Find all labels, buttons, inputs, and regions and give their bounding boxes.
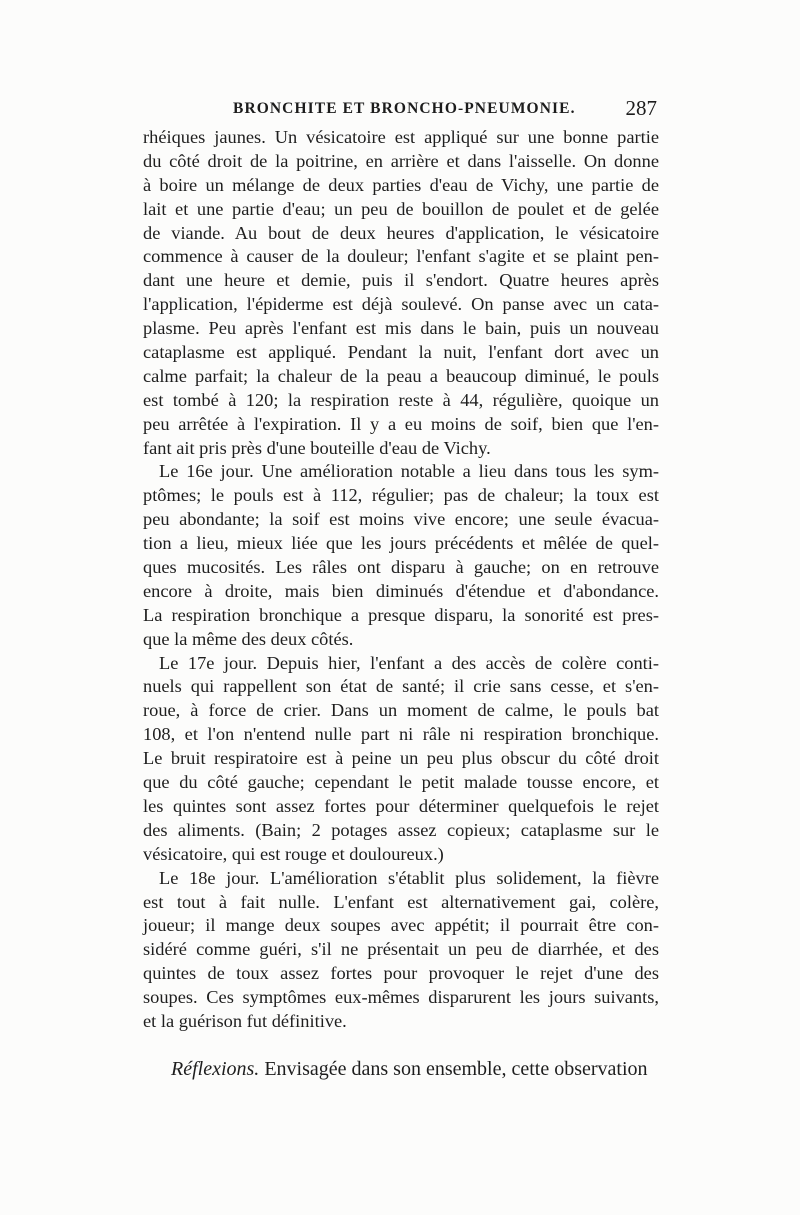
text-line: dant une heure et demie, puis il s'endort. Quatre heures après bbox=[143, 270, 659, 291]
text-line: calme parfait; la chaleur de la peau a beaucoup diminué, le pouls bbox=[143, 365, 659, 386]
text-line: que la même des deux côtés. bbox=[143, 628, 354, 649]
page-number: 287 bbox=[625, 96, 657, 120]
paragraph-start-line: Le 17e jour. Depuis hier, l'enfant a des accès de colère conti- bbox=[159, 652, 659, 673]
text-line: Le bruit respiratoire est à peine un peu plus obscur du côté droit bbox=[143, 748, 659, 769]
text-line: est tout à fait nulle. L'enfant est alternativement gai, colère, bbox=[143, 891, 659, 912]
text-line: du côté droit de la poitrine, en arrière et dans l'aisselle. On donne bbox=[143, 150, 659, 171]
running-title: BRONCHITE ET BRONCHO-PNEUMONIE. bbox=[233, 100, 576, 117]
text-line: rhéiques jaunes. Un vésicatoire est appliqué sur une bonne partie bbox=[143, 127, 659, 147]
text-line: quintes de toux assez fortes pour provoquer le rejet d'une des bbox=[143, 963, 659, 984]
text-line: peu abondante; la soif est moins vive encore; une seule évacua- bbox=[143, 509, 659, 530]
text-line: La respiration bronchique a presque disparu, la sonorité est pres- bbox=[143, 604, 659, 625]
paragraph-start-line: Le 16e jour. Une amélioration notable a lieu dans tous les sym- bbox=[159, 461, 659, 482]
text-line: est tombé à 120; la respiration reste à 44, régulière, quoique un bbox=[143, 389, 659, 410]
body-text bbox=[143, 126, 659, 1082]
text-line: que du côté gauche; cependant le petit malade tousse encore, et bbox=[143, 772, 659, 793]
text-line: soupes. Ces symptômes eux-mêmes disparurent les jours suivants, bbox=[143, 987, 659, 1008]
text-line: nuels qui rappellent son état de santé; il crie sans cesse, et s'en- bbox=[143, 676, 659, 697]
text-line: ptômes; le pouls est à 112, régulier; pas de chaleur; la toux est bbox=[143, 485, 659, 506]
text-line: lait et une partie d'eau; un peu de bouillon de poulet et de gelée bbox=[143, 198, 659, 219]
text-line: commence à causer de la douleur; l'enfant s'agite et se plaint pen- bbox=[143, 246, 659, 267]
text-line: roue, à force de crier. Dans un moment de calme, le pouls bat bbox=[143, 700, 659, 721]
text-line: peu arrêtée à l'expiration. Il y a eu moins de soif, bien que l'en- bbox=[143, 413, 659, 434]
text-line: de viande. Au bout de deux heures d'application, le vésicatoire bbox=[143, 222, 659, 243]
text-line: tion a lieu, mieux liée que les jours précédents et mêlée de quel- bbox=[143, 533, 659, 554]
text-line: plasme. Peu après l'enfant est mis dans le bain, puis un nouveau bbox=[143, 318, 659, 339]
text-line: à boire un mélange de deux parties d'eau de Vichy, une partie de bbox=[143, 174, 659, 195]
text-line: ques mucosités. Les râles ont disparu à gauche; on en retrouve bbox=[143, 557, 659, 578]
text-line: 108, et l'on n'entend nulle part ni râle ni respiration bronchique. bbox=[143, 724, 659, 745]
reflexions-text: Envisagée dans son ensemble, cette observation bbox=[264, 1057, 648, 1080]
text-line: des aliments. (Bain; 2 potages assez copieux; cataplasme sur le bbox=[143, 819, 659, 840]
text-line: fant ait pris près d'une bouteille d'eau de Vichy. bbox=[143, 437, 491, 458]
text-line: les quintes sont assez fortes pour déterminer quelquefois le rejet bbox=[143, 795, 659, 816]
text-line: et la guérison fut définitive. bbox=[143, 1010, 347, 1031]
text-line: vésicatoire, qui est rouge et douloureux.) bbox=[143, 843, 444, 864]
text-line: sidéré comme guéri, s'il ne présentait un peu de diarrhée, et des bbox=[143, 939, 659, 960]
text-line: cataplasme est appliqué. Pendant la nuit, l'enfant dort avec un bbox=[143, 342, 659, 363]
text-line: l'application, l'épiderme est déjà soulevé. On panse avec un cata- bbox=[143, 294, 659, 315]
text-line: joueur; il mange deux soupes avec appétit; il pourrait être con- bbox=[143, 915, 659, 936]
page-header bbox=[143, 96, 657, 126]
paragraph-start-line: Le 18e jour. L'amélioration s'établit plus solidement, la fièvre bbox=[159, 867, 659, 888]
reflexions-label: Réflexions. bbox=[171, 1057, 260, 1080]
reflexions-line bbox=[143, 1058, 659, 1082]
text-line: encore à droite, mais bien diminués d'étendue et d'abondance. bbox=[143, 580, 659, 601]
